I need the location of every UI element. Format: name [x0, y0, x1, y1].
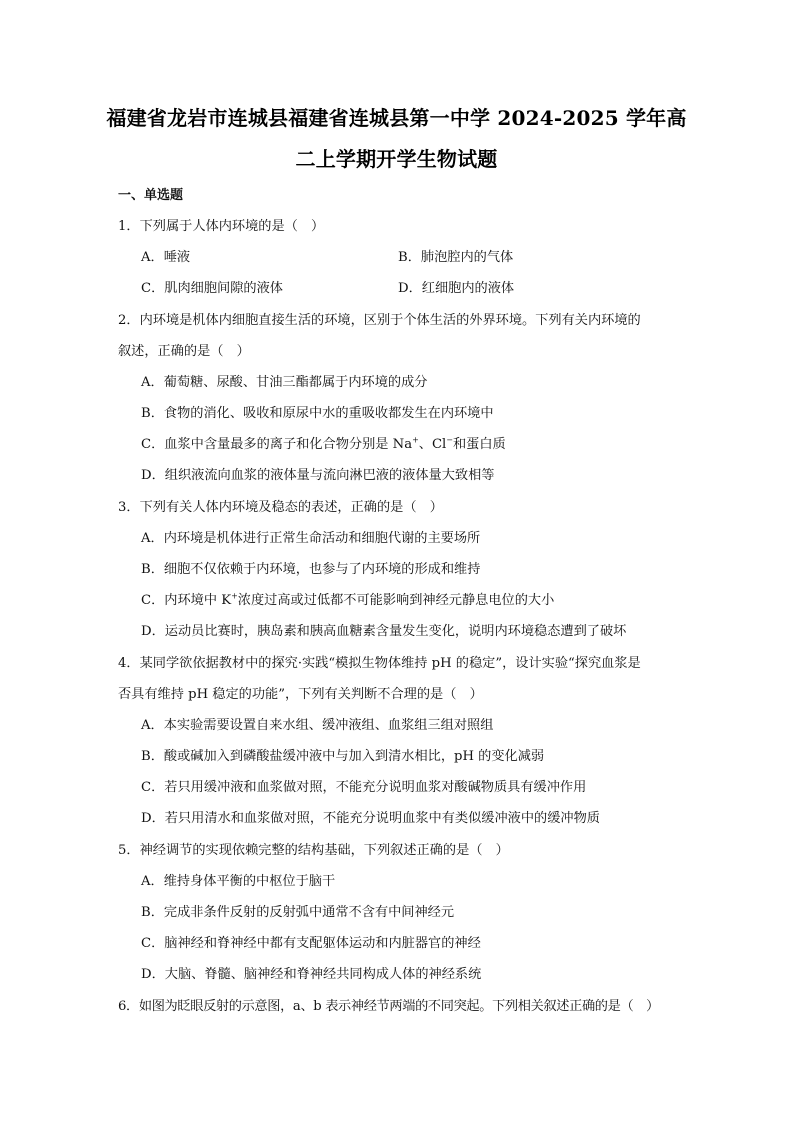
- question-5-stem: 5．神经调节的实现依赖完整的结构基础，下列叙述正确的是（ ）: [118, 843, 509, 858]
- question-5-option-c: C．脑神经和脊神经中都有支配躯体运动和内脏器官的神经: [141, 936, 481, 951]
- question-3-stem: 3．下列有关人体内环境及稳态的表述，正确的是（ ）: [118, 500, 443, 515]
- chloride-charge: −: [446, 435, 453, 445]
- question-2-option-c: [141, 436, 506, 454]
- document-title-line-1: 福建省龙岩市连城县福建省连城县第一中学 2024-2025 学年高: [106, 106, 687, 130]
- question-3-option-c-text: C．内环境中 K: [141, 593, 232, 608]
- question-2-option-d: D．组织液流向血浆的液体量与流向淋巴液的液体量大致相等: [141, 468, 495, 483]
- question-2-option-a: A．葡萄糖、尿酸、甘油三酯都属于内环境的成分: [141, 375, 428, 390]
- question-2-option-c-text-mid: 、Cl: [418, 437, 447, 452]
- question-5-option-a: A．维持身体平衡的中枢位于脑干: [141, 874, 336, 889]
- section-heading: 一、单选题: [118, 188, 184, 203]
- question-4-option-d: D．若只用清水和血浆做对照，不能充分说明血浆中有类似缓冲液中的缓冲物质: [141, 811, 600, 826]
- question-6-stem: 6．如图为眨眼反射的示意图，a、b 表示神经节两端的不同突起。下列相关叙述正确的是（ ）: [118, 999, 659, 1014]
- question-3-option-d: D．运动员比赛时，胰岛素和胰高血糖素含量发生变化，说明内环境稳态遭到了破坏: [141, 624, 627, 639]
- question-3-option-a: A．内环境是机体进行正常生命活动和细胞代谢的主要场所: [141, 531, 481, 546]
- question-2-stem-line-2: 叙述，正确的是（ ）: [118, 344, 250, 359]
- question-1-option-d: D．红细胞内的液体: [398, 281, 515, 296]
- question-4-option-c: C．若只用缓冲液和血浆做对照，不能充分说明血浆对酸碱物质具有缓冲作用: [141, 780, 587, 795]
- question-2-option-b: B．食物的消化、吸收和原尿中水的重吸收都发生在内环境中: [141, 406, 494, 421]
- question-1-option-a: A．唾液: [141, 250, 191, 265]
- question-4-option-b: B．酸或碱加入到磷酸盐缓冲液中与加入到清水相比，pH 的变化减弱: [141, 749, 545, 764]
- question-2-option-c-text-end: 和蛋白质: [452, 437, 506, 452]
- question-4-option-a: A．本实验需要设置自来水组、缓冲液组、血浆组三组对照组: [141, 718, 494, 733]
- sodium-charge: +: [412, 435, 419, 445]
- question-5-option-d: D．大脑、脊髓、脑神经和脊神经共同构成人体的神经系统: [141, 967, 482, 982]
- question-3-option-b: B．细胞不仅依赖于内环境，也参与了内环境的形成和维持: [141, 562, 481, 577]
- question-4-stem-line-1: 4．某同学欲依据教材中的探究·实践“模拟生物体维持 pH 的稳定”，设计实验“探究血浆是: [118, 656, 641, 671]
- question-3-option-c-text-end: 浓度过高或过低都不可能影响到神经元静息电位的大小: [237, 593, 555, 608]
- question-1-stem: 1．下列属于人体内环境的是（ ）: [118, 219, 325, 234]
- potassium-charge: +: [231, 591, 238, 601]
- document-title-line-2: 二上学期开学生物试题: [295, 147, 498, 171]
- question-2-stem-line-1: 2．内环境是机体内细胞直接生活的环境，区别于个体生活的外界环境。下列有关内环境的: [118, 313, 641, 328]
- question-2-option-c-text: C．血浆中含量最多的离子和化合物分别是 Na: [141, 437, 413, 452]
- question-5-option-b: B．完成非条件反射的反射弧中通常不含有中间神经元: [141, 905, 455, 920]
- question-1-option-c: C．肌肉细胞间隙的液体: [141, 281, 283, 296]
- question-3-option-c: [141, 592, 554, 610]
- question-4-stem-line-2: 否具有维持 pH 稳定的功能”，下列有关判断不合理的是（ ）: [118, 687, 483, 702]
- question-1-option-b: B．肺泡腔内的气体: [398, 250, 514, 265]
